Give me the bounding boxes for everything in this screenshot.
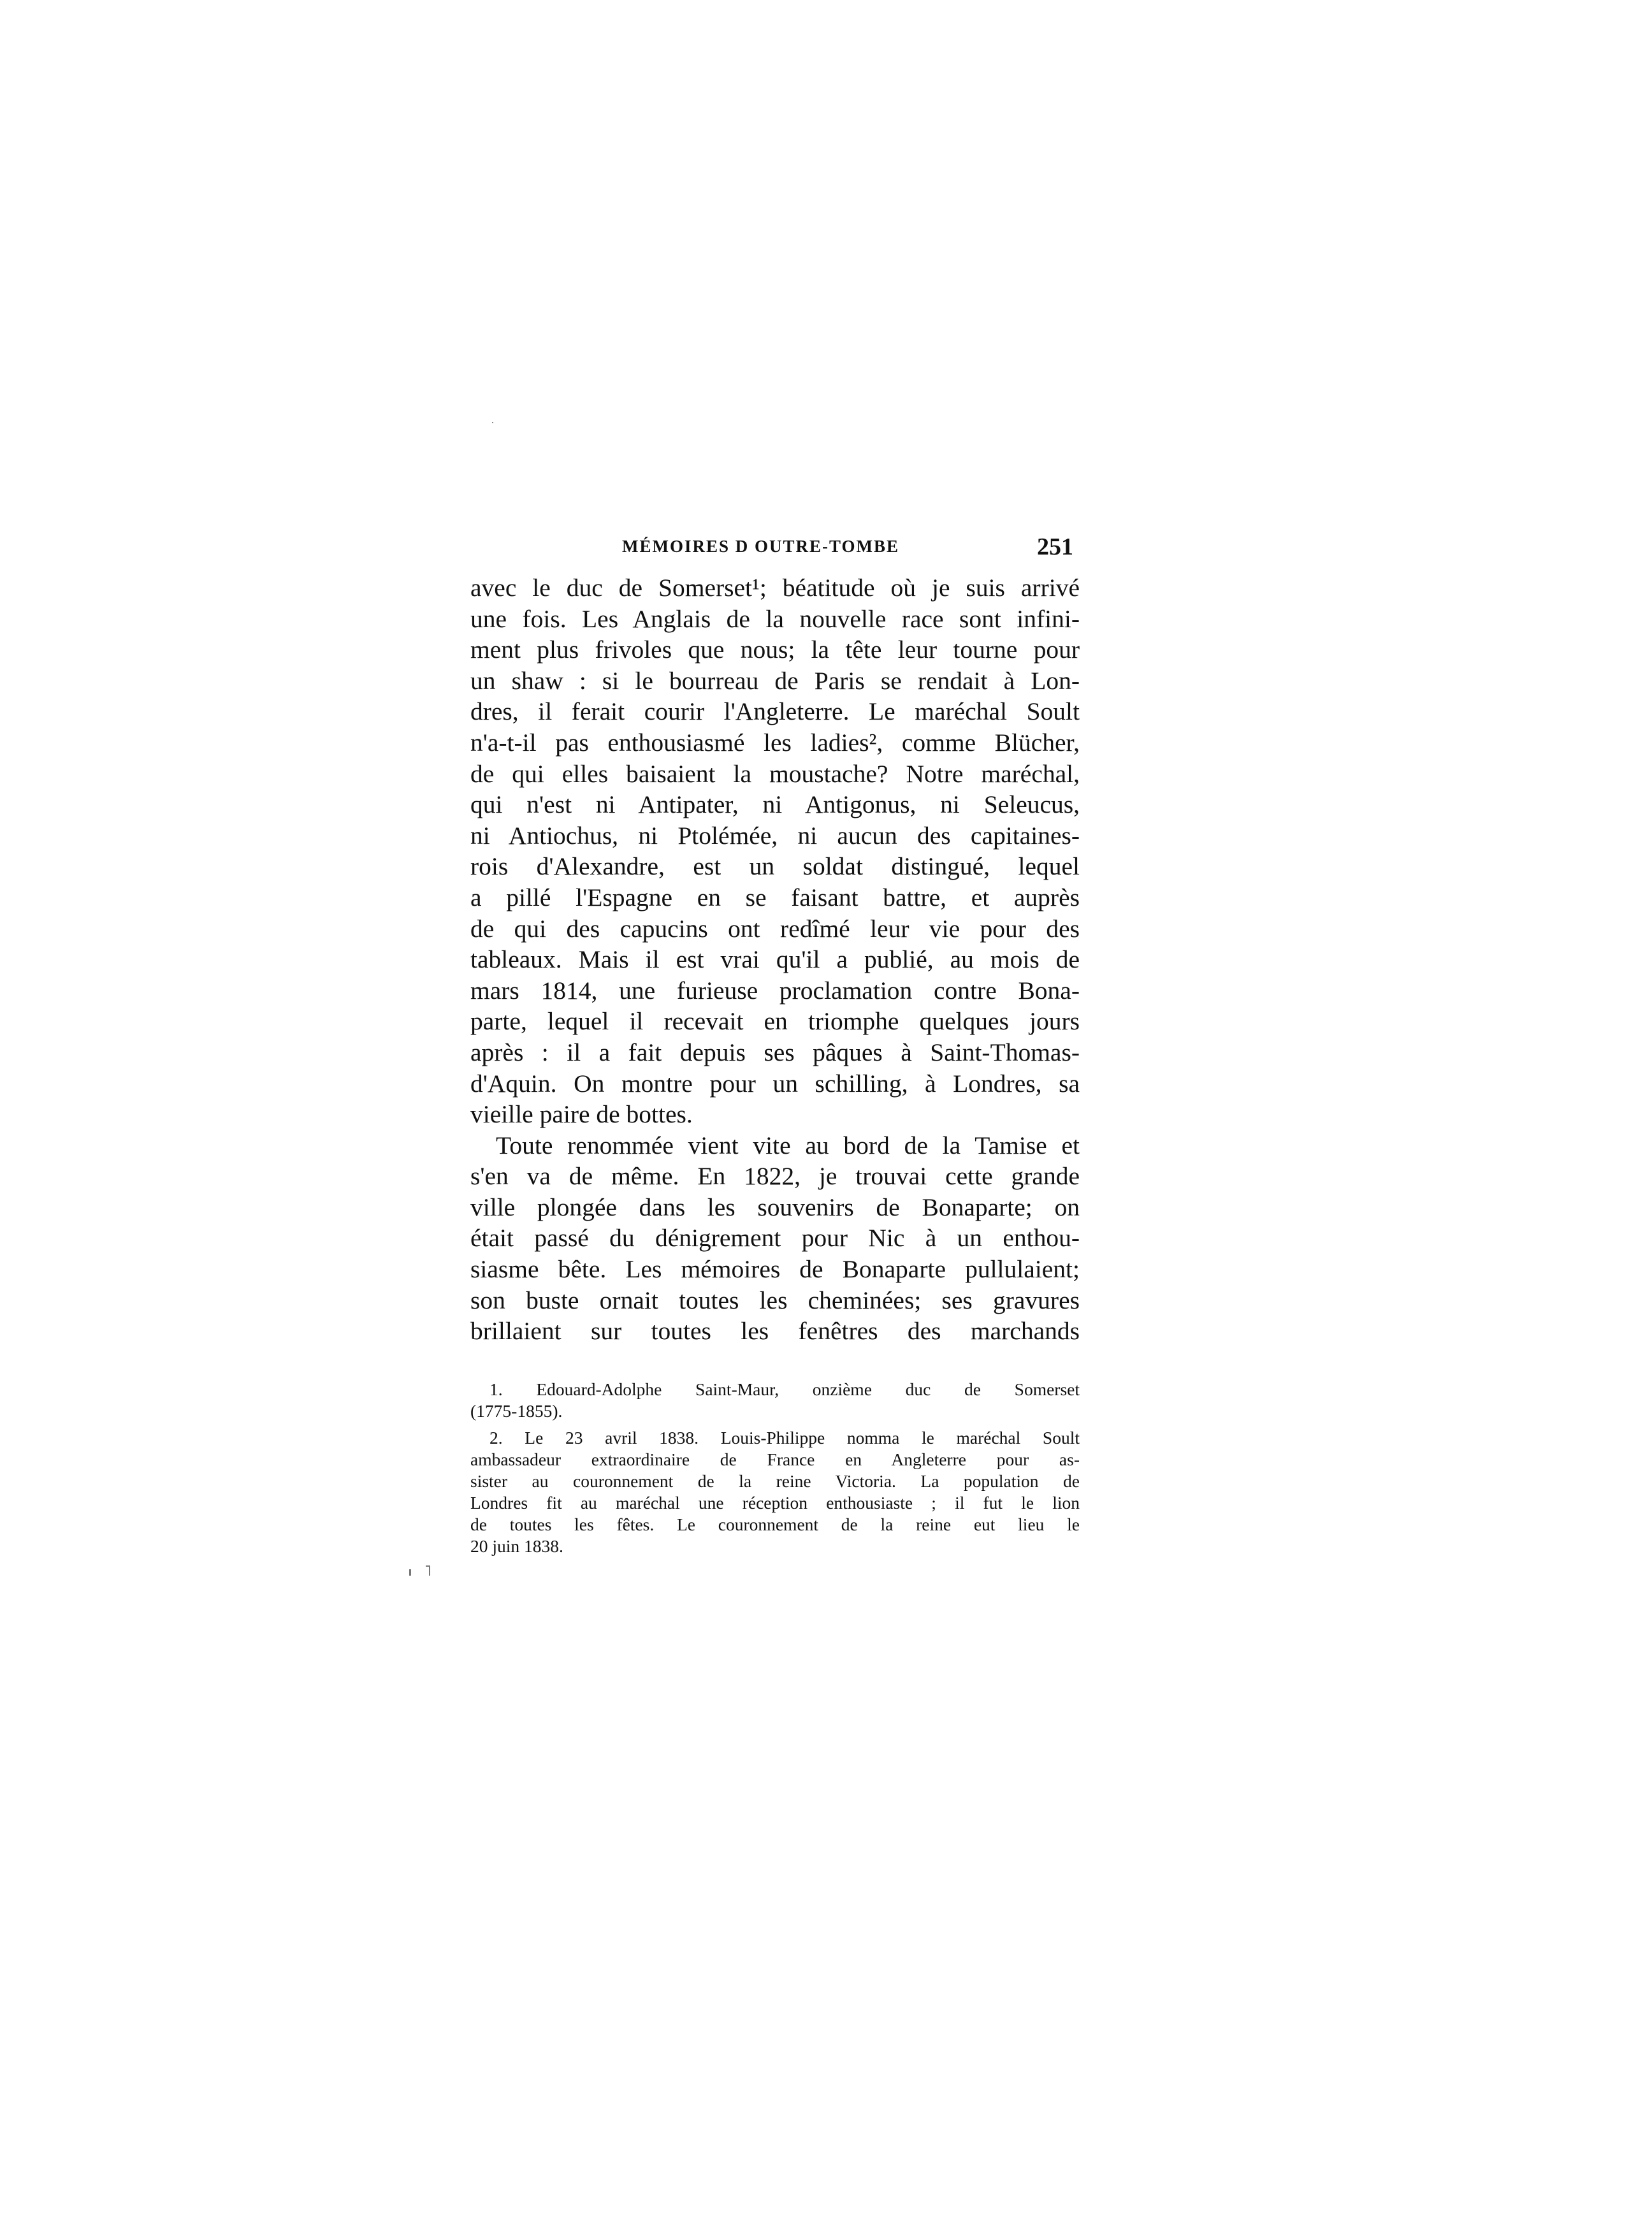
text-line: avec le duc de Somerset¹; béatitude où je suis arrivé — [470, 574, 1080, 602]
text-line: ni Antiochus, ni Ptolémée, ni aucun des capitaines- — [470, 821, 1080, 850]
text-line: son buste ornait toutes les cheminées; ses gravures — [470, 1286, 1080, 1314]
footnote-1 — [470, 1379, 1080, 1422]
footnote-line: 1. Edouard-Adolphe Saint-Maur, onzième duc de Somerset — [489, 1379, 1080, 1399]
book-page — [470, 534, 1080, 1557]
text-line: vieille paire de bottes. — [470, 1100, 693, 1129]
footnote-line: 2. Le 23 avril 1838. Louis-Philippe nomma le maréchal Soult — [489, 1427, 1080, 1448]
text-line: une fois. Les Anglais de la nouvelle race sont infini- — [470, 604, 1080, 633]
text-line: rois d'Alexandre, est un soldat distingué, lequel — [470, 852, 1080, 881]
text-line: était passé du dénigrement pour Nic à un enthou- — [470, 1224, 1080, 1252]
text-line: un shaw : si le bourreau de Paris se rendait à Lon- — [470, 666, 1080, 695]
footnote-line: Londres fit au maréchal une réception enthousiaste ; il fut le lion — [470, 1492, 1080, 1513]
text-line: dres, il ferait courir l'Angleterre. Le maréchal Soult — [470, 697, 1080, 726]
text-line: de qui elles baisaient la moustache? Notre maréchal, — [470, 759, 1080, 788]
running-title: MÉMOIRES D OUTRE-TOMBE — [622, 537, 900, 556]
text-line: d'Aquin. On montre pour un schilling, à Londres, sa — [470, 1069, 1080, 1098]
text-line: tableaux. Mais il est vrai qu'il a publié, au mois de — [470, 945, 1080, 974]
footnote-line: ambassadeur extraordinaire de France en Angleterre pour as- — [470, 1449, 1080, 1469]
text-line: après : il a fait depuis ses pâques à Saint-Thomas- — [470, 1038, 1080, 1066]
footnotes — [470, 1379, 1080, 1557]
scan-speck — [409, 1569, 411, 1576]
scan-speck — [426, 1565, 430, 1576]
footnote-line: (1775-1855). — [470, 1400, 563, 1421]
scan-speck — [492, 422, 493, 423]
text-line: s'en va de même. En 1822, je trouvai cette grande — [470, 1162, 1080, 1191]
body-text — [470, 572, 1080, 1347]
footnote-line: sister au couronnement de la reine Victoria. La population de — [470, 1470, 1080, 1491]
text-line: qui n'est ni Antipater, ni Antigonus, ni Seleucus, — [470, 790, 1080, 819]
text-line: parte, lequel il recevait en triomphe quelques jours — [470, 1007, 1080, 1036]
text-line: a pillé l'Espagne en se faisant battre, et auprès — [470, 883, 1080, 911]
running-header — [470, 534, 1080, 572]
page-number: 251 — [1037, 534, 1073, 560]
text-line: brillaient sur toutes les fenêtres des marchands — [470, 1317, 1080, 1346]
text-line: siasme bête. Les mémoires de Bonaparte pullulaient; — [470, 1255, 1080, 1284]
footnote-line: 20 juin 1838. — [470, 1535, 563, 1556]
footnote-2 — [470, 1427, 1080, 1557]
text-line: ville plongée dans les souvenirs de Bonaparte; on — [470, 1193, 1080, 1221]
text-line: n'a-t-il pas enthousiasmé les ladies², comme Blücher, — [470, 728, 1080, 757]
footnote-line: de toutes les fêtes. Le couronnement de la reine eut lieu le — [470, 1514, 1080, 1534]
text-line: ment plus frivoles que nous; la tête leur tourne pour — [470, 635, 1080, 664]
text-line: de qui des capucins ont redîmé leur vie pour des — [470, 914, 1080, 943]
text-line: Toute renommée vient vite au bord de la Tamise et — [496, 1131, 1080, 1159]
text-line: mars 1814, une furieuse proclamation contre Bona- — [470, 976, 1080, 1005]
